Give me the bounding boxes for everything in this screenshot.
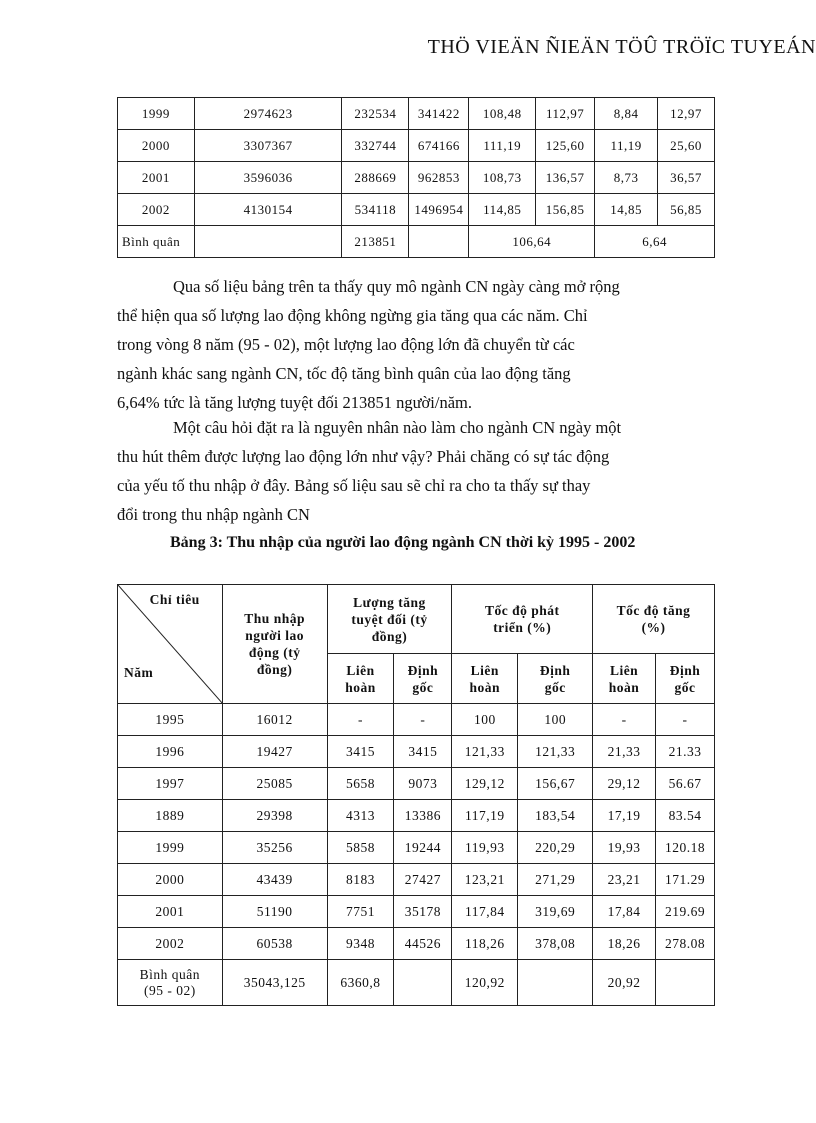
table-cell: 674166 [409, 130, 469, 162]
table-cell: 3596036 [194, 162, 342, 194]
header-line: Tốc độ phát [484, 603, 560, 618]
table-caption: Bảng 3: Thu nhập của người lao động ngành CN thời kỳ 1995 - 2002 [170, 534, 636, 551]
table-cell: 129,12 [452, 768, 518, 800]
year-cell: 2002 [118, 194, 195, 226]
corner-header [118, 585, 223, 704]
header-line: hoàn [608, 679, 640, 695]
para-line: đổi trong thu nhập ngành CN [117, 505, 310, 524]
table-cell: 319,69 [518, 896, 593, 928]
para-line: Một câu hỏi đặt ra là nguyên nhân nào làm cho ngành CN ngày một [173, 418, 622, 437]
para-line: của yếu tố thu nhập ở đây. Bảng số liệu sau sẽ chỉ ra cho ta thấy sự thay [117, 476, 591, 495]
table-row [118, 896, 715, 928]
inc-header [593, 585, 715, 654]
table-cell: 9073 [394, 768, 452, 800]
paragraph-1 [117, 272, 707, 417]
table-cell: - [593, 704, 656, 736]
table-cell: 123,21 [452, 864, 518, 896]
table-cell: 4313 [327, 800, 394, 832]
summary-row [118, 226, 715, 258]
table-cell: 534118 [342, 194, 409, 226]
table-cell: 5658 [327, 768, 394, 800]
header-line: Thu nhập [244, 611, 305, 626]
table-row [118, 928, 715, 960]
table-cell: 2974623 [194, 98, 342, 130]
table-cell: 21.33 [656, 736, 715, 768]
year-cell: 1999 [118, 98, 195, 130]
sub-header [394, 654, 452, 704]
table-cell: 171.29 [656, 864, 715, 896]
table-cell: 5858 [327, 832, 394, 864]
header-line: gốc [544, 679, 566, 695]
table-row [118, 832, 715, 864]
year-cell: 2001 [118, 896, 223, 928]
table-cell: 220,29 [518, 832, 593, 864]
table-cell: 100 [452, 704, 518, 736]
sub-header [593, 654, 656, 704]
year-cell: 2002 [118, 928, 223, 960]
table-cell: 83.54 [656, 800, 715, 832]
header-line: triển (%) [493, 620, 552, 635]
header-line: (%) [641, 620, 666, 635]
table-cell: 271,29 [518, 864, 593, 896]
table-cell: 36,57 [658, 162, 715, 194]
year-cell: 1889 [118, 800, 223, 832]
year-cell: 1997 [118, 768, 223, 800]
table-cell: 341422 [409, 98, 469, 130]
table-cell: 23,21 [593, 864, 656, 896]
table-cell: 111,19 [469, 130, 536, 162]
table-cell: 156,67 [518, 768, 593, 800]
table-cell: 232534 [342, 98, 409, 130]
summary-abs: 6360,8 [327, 960, 394, 1006]
table-cell: 9348 [327, 928, 394, 960]
table-cell: 278.08 [656, 928, 715, 960]
summary-label: Bình quân [118, 226, 195, 258]
header-line: gốc [412, 679, 434, 695]
sub-header [452, 654, 518, 704]
table-cell: 8183 [327, 864, 394, 896]
summary-row [118, 960, 715, 1006]
header-line: Liên [346, 662, 375, 678]
header-line: hoàn [469, 679, 501, 695]
header-line: tuyệt đối (tỷ [351, 611, 428, 627]
table-cell: 60538 [222, 928, 327, 960]
table-cell: 117,19 [452, 800, 518, 832]
summary-line: Bình quân [139, 966, 201, 982]
summary-abs: 213851 [342, 226, 409, 258]
table-row [118, 194, 715, 226]
sub-header [656, 654, 715, 704]
table-cell: 3415 [327, 736, 394, 768]
table-cell: 14,85 [595, 194, 658, 226]
year-cell: 2001 [118, 162, 195, 194]
table-cell: 332744 [342, 130, 409, 162]
para-line: trong vòng 8 năm (95 - 02), một lượng lao động lớn đã chuyển từ các [117, 335, 575, 354]
table-cell: 25,60 [658, 130, 715, 162]
table-cell: 121,33 [518, 736, 593, 768]
table-cell: 16012 [222, 704, 327, 736]
table-cell: 27427 [394, 864, 452, 896]
table-cell: 19244 [394, 832, 452, 864]
para-line: thể hiện qua số lượng lao động không ngừng gia tăng qua các năm. Chỉ [117, 306, 588, 325]
header-line: Định [669, 662, 701, 678]
table-cell: 114,85 [469, 194, 536, 226]
para-line: ngành khác sang ngành CN, tốc độ tăng bình quân của lao động tăng [117, 364, 571, 383]
summary-income: 35043,125 [222, 960, 327, 1006]
header-line: gốc [674, 679, 696, 695]
year-cell: 1999 [118, 832, 223, 864]
year-cell: 2000 [118, 130, 195, 162]
table-cell: 156,85 [536, 194, 595, 226]
dev-header [452, 585, 593, 654]
summary-label [118, 960, 223, 1006]
table-row [118, 130, 715, 162]
table-cell: 219.69 [656, 896, 715, 928]
table-cell: 43439 [222, 864, 327, 896]
year-cell: 1996 [118, 736, 223, 768]
table-cell: 136,57 [536, 162, 595, 194]
header-line: đồng) [256, 662, 293, 677]
table-cell: 108,48 [469, 98, 536, 130]
paragraph-2 [117, 413, 707, 529]
table-cell: 51190 [222, 896, 327, 928]
table-cell: 18,26 [593, 928, 656, 960]
table-cell: 119,93 [452, 832, 518, 864]
table-cell: 35256 [222, 832, 327, 864]
table-row [118, 736, 715, 768]
table-cell: 19427 [222, 736, 327, 768]
table-cell: 21,33 [593, 736, 656, 768]
table-cell: 118,26 [452, 928, 518, 960]
table-cell: 125,60 [536, 130, 595, 162]
labor-table [117, 97, 715, 258]
abs-header [327, 585, 452, 654]
table-cell: - [327, 704, 394, 736]
table-row [118, 864, 715, 896]
page-header: THÖ VIEÄN ÑIEÄN TÖÛ TRÖÏC TUYEÁN [427, 36, 816, 58]
income-table [117, 584, 715, 1006]
table-cell: 100 [518, 704, 593, 736]
table-row [118, 162, 715, 194]
table-cell: 3307367 [194, 130, 342, 162]
table-cell: 288669 [342, 162, 409, 194]
table-cell: - [656, 704, 715, 736]
header-line: Lượng tăng [353, 594, 426, 610]
header-row-1 [118, 585, 715, 654]
summary-line: (95 - 02) [143, 982, 196, 998]
table-cell: 35178 [394, 896, 452, 928]
table-cell: 183,54 [518, 800, 593, 832]
table-row [118, 768, 715, 800]
header-line: động (tỷ [248, 645, 301, 660]
table-cell: 29398 [222, 800, 327, 832]
table-cell: 7751 [327, 896, 394, 928]
table-cell: 12,97 [658, 98, 715, 130]
table-cell: 29,12 [593, 768, 656, 800]
table-cell: 108,73 [469, 162, 536, 194]
table-cell: 13386 [394, 800, 452, 832]
header-line: Liên [609, 662, 639, 678]
header-line: người lao [245, 628, 304, 643]
table-cell: 117,84 [452, 896, 518, 928]
nam-label: Năm [124, 665, 154, 680]
table-cell: 120.18 [656, 832, 715, 864]
table-row [118, 800, 715, 832]
header-line: Liên [470, 662, 499, 678]
summary-rate: 6,64 [595, 226, 715, 258]
table-cell: 8,84 [595, 98, 658, 130]
table-cell: 121,33 [452, 736, 518, 768]
header-line: hoàn [345, 679, 376, 695]
header-line: Tốc độ tăng [616, 603, 691, 618]
header-line: Định [539, 662, 571, 678]
year-cell: 1995 [118, 704, 223, 736]
table-cell: 8,73 [595, 162, 658, 194]
table-row [118, 98, 715, 130]
header-line: Định [407, 662, 439, 678]
table-cell: 17,84 [593, 896, 656, 928]
table-cell: 17,19 [593, 800, 656, 832]
table-cell: 25085 [222, 768, 327, 800]
summary-growth: 106,64 [469, 226, 595, 258]
para-line: thu hút thêm được lượng lao động lớn như vậy? Phải chăng có sự tác động [117, 447, 610, 466]
table-cell: 56.67 [656, 768, 715, 800]
table-cell: 1496954 [409, 194, 469, 226]
table-cell: 4130154 [194, 194, 342, 226]
summary-growth: 120,92 [452, 960, 518, 1006]
para-line: 6,64% tức là tăng lượng tuyệt đối 213851 người/năm. [117, 393, 472, 412]
table-cell: 44526 [394, 928, 452, 960]
sub-header [327, 654, 394, 704]
header-line: đồng) [371, 628, 408, 644]
table-cell: - [394, 704, 452, 736]
table-cell: 11,19 [595, 130, 658, 162]
table-cell: 19,93 [593, 832, 656, 864]
summary-rate: 20,92 [593, 960, 656, 1006]
para-line: Qua số liệu bảng trên ta thấy quy mô ngành CN ngày càng mở rộng [173, 277, 620, 296]
chi-tieu-label: Chỉ tiêu [149, 592, 200, 607]
table-cell: 962853 [409, 162, 469, 194]
table-cell: 56,85 [658, 194, 715, 226]
table-row [118, 704, 715, 736]
sub-header [518, 654, 593, 704]
income-header [222, 585, 327, 704]
table-cell: 378,08 [518, 928, 593, 960]
table-cell: 112,97 [536, 98, 595, 130]
year-cell: 2000 [118, 864, 223, 896]
table-cell: 3415 [394, 736, 452, 768]
